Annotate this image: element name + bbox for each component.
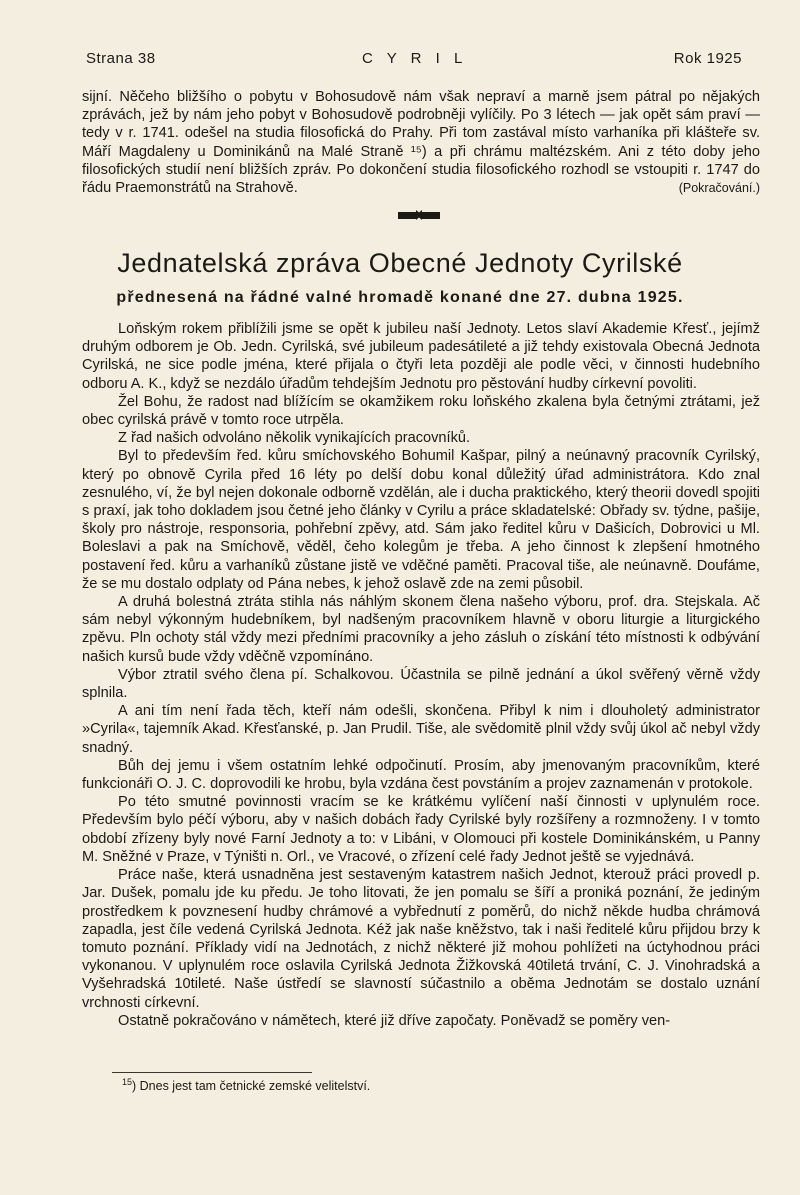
footnote-text: ) Dnes jest tam četnické zemské velitelství. [132,1079,371,1094]
ornament-icon [398,210,440,220]
page-header [86,50,742,67]
body-paragraph: A druhá bolestná ztráta stihla nás náhlým skonem člena našeho výboru, prof. dra. Stejskala. Ač sám nebyl výkonným hudebníkem, byl nadšeným pracovníkem hlavně v oboru liturgie a liturgického zpěvu. Pln ochoty stál vždy mezi předními pracovníky a jeho zásluh o získání této místnosti k odbývání našich kursů bude vždy vděčně vzpomínáno. [82,594,760,665]
journal-name: C Y R I L [362,50,468,67]
article-subtitle: přednesená na řádné valné hromadě konané dne 27. dubna 1925. [116,289,684,306]
intro-section [82,88,760,197]
body-paragraph: Žel Bohu, že radost nad blížícím se okamžikem roku loňského zkalena byla četnými ztrátami, jež obec cyrilská právě v tomto roce utrpěla. [82,393,760,429]
body-paragraph: A ani tím není řada těch, kteří nám odešli, skončena. Přibyl k nim i dlouholetý administrator »Cyrila«, tajemník Akad. Křesťanské, p. Jan Prudil. Tiše, ale svědomitě plnil vždy svůj úkol ač nebyl vždy snadný. [82,703,760,756]
footnote-divider [112,1072,312,1073]
body-paragraph: Práce naše, která usnadněna jest sestaveným katastrem našich Jednot, kterouž práci provedl p. Jar. Dušek, pomalu jde ku předu. Je toho litovati, že jen pomalu se šíří a proniká poznání, že jediným prostředkem k povznesení hudby chrámové a vybřednutí z poměrů, do nichž někde hudba chrámová zapadla, jest číle vedená Cyrilská Jednota. Kéž jak naše kněžstvo, tak i naši ředitelé kůru přijdou brzy k tomuto poznání. Příklady vidí na Jednotách, z nichž některé již mohou pohlížeti na úctyhodnou práci vykonanou. V uplynulém roce oslavila Cyrilská Jednota Žižkovská 40tiletá trvání, C. J. Vinohradská a Vyšehradská 10tileté. Naše ústředí se slavností súčastnilo a oběma Jednotám se dostalo uznání vrchnosti církevní. [82,867,760,1011]
page-number: Strana 38 [86,50,156,67]
year-label: Rok 1925 [673,50,742,67]
body-paragraph: Výbor ztratil svého člena pí. Schalkovou. Účastnila se pilně jednání a úkol svěřený věrně vždy splnila. [82,666,760,702]
article-body [82,320,760,1030]
intro-paragraph: sijní. Něčeho bližšího o pobytu v Bohosudově nám však nepraví a marně jsem pátral po nějakých zprávách, jež by nám jeho pobyt v Bohosudově podrobněji vylíčily. Po 3 létech — jak opět sám praví — tedy v r. 1741. odešel na studia filosofická do Prahy. Při tom zastával místo varhaníka při klášteře sv. Máří Magdaleny u Dominikánů na Malé Straně ¹⁵) a při chrámu maltézském. Ani z této doby jeho filosofických studií není bližších zpráv. Po dokončení studia filosofického rozhodl se vstoupiti r. 1747 do řádu Praemonstrátů na Strahově. [82,89,760,197]
footnote [122,1077,370,1093]
body-paragraph: Z řad našich odvoláno několik vynikajících pracovníků. [118,430,471,447]
body-paragraph: Ostatně pokračováno v námětech, které již dříve započaty. Poněvadž se poměry ven- [118,1012,671,1029]
footnote-mark: 15 [122,1077,133,1087]
body-paragraph: Bůh dej jemu i všem ostatním lehké odpočinutí. Prosím, aby jmenovaným pracovníkům, které funkcionáři O. J. C. doprovodili ke hrobu, byla vzdána čest povstáním a projev zaznamenán v protokole. [82,757,760,793]
continued-note: (Pokračování.) [678,181,760,196]
article-title: Jednatelská zpráva Obecné Jednoty Cyrilské [117,248,683,278]
body-paragraph: Po této smutné povinnosti vracím se ke krátkému vylíčení naší činnosti v uplynulém roce. Především bylo péčí výboru, aby v našich dobách řady Cyrilské byly rozšířeny a rozmnoženy. I v tomto období zřízeny byly nové Farní Jednoty a to: v Libáni, v Olomouci při kostele Dominikánském, u Panny M. Sněžné v Praze, v Týništi n. Orl., ve Vracové, o zřízení celé řady Jednot ještě se vyjednává. [82,794,760,865]
body-paragraph: Loňským rokem přiblížili jsme se opět k jubileu naší Jednoty. Letos slaví Akademie Křesť., jejímž druhým odborem je Ob. Jedn. Cyrilská, své jubileum padesátileté a již tehdy existovala Obecná Jednota Cyrilská, ne sice podle jména, které přijala o čtyři leta později ale podle věci, v činnosti hudebního odboru A. K., když se nezdálo úřadům tehdejším Jednotu pro pěstování hudby církevní povoliti. [82,321,760,392]
body-paragraph: Byl to především řed. kůru smíchovského Bohumil Kašpar, pilný a neúnavný pracovník Cyrilský, který po obnově Cyrila před 16 léty po delší dobu konal důležitý úřad administrátora. Kdo znal zesnulého, ví, že byl nejen dokonale odborně vzdělán, ale i ducha praktického, který theorii dovedl spojiti s praxí, jak toho dokladem jsou četné jeho články v Cyrilu a práce skladatelské: Obřady sv. týdne, pašije, školy pro nástroje, responsoria, pohřební zpěvy, atd. Sám jako ředitel kůru v Dašicích, Dobrovici u Ml. Boleslavi a pak na Smíchově, věděl, čeho kolegům je třeba. A jeho činnost k zlepšení hmotného postavení řed. kůru a varhaníků zůstane jistě ve vděčné paměti. Pracoval tiše, ale neúnavně. Doufáme, že se mu dostalo odplaty od Pána nebes, k jehož oslavě zde na zemi působil. [82,448,760,592]
